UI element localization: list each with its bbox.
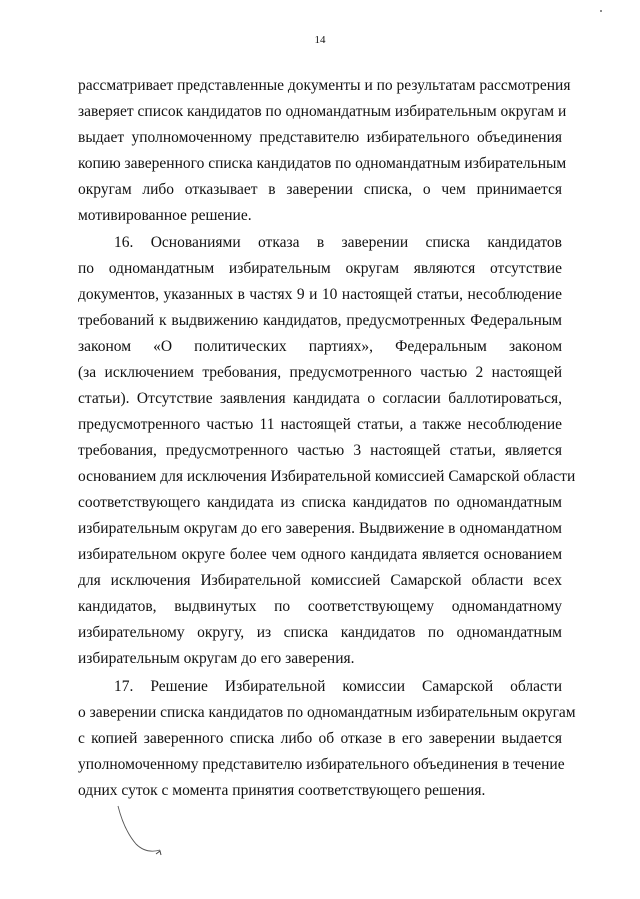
paragraph-16-first-line: 16. Основаниями отказа в заверении списка кандидатов [114, 234, 562, 251]
text-line: требования, предусмотренного частью 3 настоящей статьи, является [78, 442, 562, 459]
text-line: по одномандатным избирательным округам являются отсутствие [78, 260, 562, 277]
text-line: избирательным округам до его заверения. Выдвижение в одномандатном [78, 520, 562, 537]
pen-stroke-mark [112, 800, 172, 870]
text-line: соответствующего кандидата из списка кандидатов по одномандатным [78, 494, 562, 511]
text-line: уполномоченному представителю избирательного объединения в течение [78, 756, 565, 773]
text-line: одних суток с момента принятия соответствующего решения. [78, 782, 486, 799]
paragraph-17-first-line: 17. Решение Избирательной комиссии Самарской области [114, 678, 562, 695]
text-line: избирательному округу, из списка кандидатов по одномандатным [78, 624, 562, 641]
text-line: избирательном округе более чем одного кандидата является основанием [78, 546, 562, 563]
text-line: предусмотренного частью 11 настоящей статьи, а также несоблюдение [78, 416, 562, 433]
text-line: заверяет список кандидатов по одномандатным избирательным округам и [78, 103, 567, 120]
text-line: статьи). Отсутствие заявления кандидата о согласии баллотироваться, [78, 390, 562, 407]
text-line: мотивированное решение. [78, 207, 252, 224]
text-line: документов, указанных в частях 9 и 10 настоящей статьи, несоблюдение [78, 286, 562, 303]
text-line: выдает уполномоченному представителю избирательного объединения [78, 129, 562, 146]
text-line: о заверении списка кандидатов по одномандатным избирательным округам [78, 704, 576, 721]
text-line: законом «О политических партиях», Федеральным законом [78, 338, 562, 355]
text-line: избирательным округам до его заверения. [78, 650, 355, 667]
scan-speck [600, 10, 602, 12]
text-line: копию заверенного списка кандидатов по одномандатным избирательным [78, 155, 567, 172]
text-line: требований к выдвижению кандидатов, предусмотренных Федеральным [78, 312, 562, 329]
text-line: округам либо отказывает в заверении списка, о чем принимается [78, 181, 562, 198]
text-line: рассматривает представленные документы и по результатам рассмотрения [78, 77, 571, 94]
text-line: с копией заверенного списка либо об отказе в его заверении выдается [78, 730, 562, 747]
text-line: (за исключением требования, предусмотренного частью 2 настоящей [78, 364, 562, 381]
page-number: 14 [314, 34, 326, 46]
text-line: основанием для исключения Избирательной комиссией Самарской области [78, 468, 576, 485]
text-line: кандидатов, выдвинутых по соответствующему одномандатному [78, 598, 562, 615]
text-line: для исключения Избирательной комиссией Самарской области всех [78, 572, 562, 589]
